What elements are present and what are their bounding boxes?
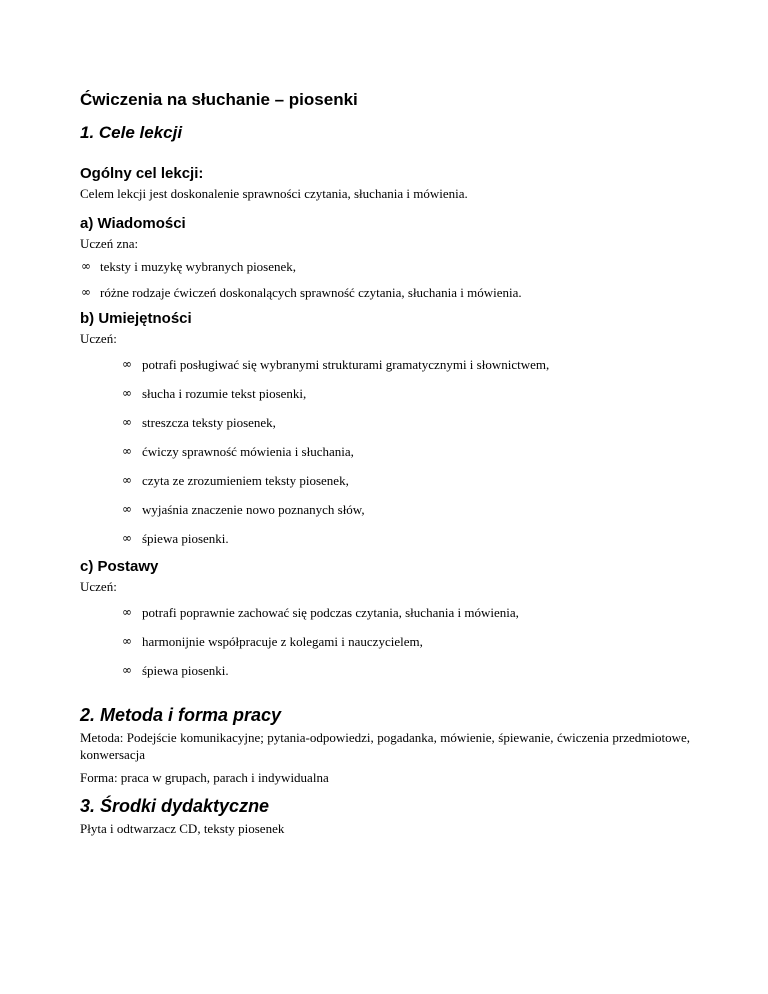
list-item-text: potrafi posługiwać się wybranymi strukturami gramatycznymi i słownictwem, (142, 357, 550, 372)
list-item (122, 472, 690, 489)
list-item-text: słucha i rozumie tekst piosenki, (142, 386, 307, 401)
infinity-bullet-icon: ∞ (122, 605, 132, 619)
document-title: Ćwiczenia na słuchanie – piosenki (80, 90, 358, 109)
skills-heading: b) Umiejętności (80, 310, 192, 327)
list-item-text: streszcza teksty piosenek, (142, 415, 276, 430)
list-item-text: czyta ze zrozumieniem teksty piosenek, (142, 473, 349, 488)
infinity-bullet-icon: ∞ (122, 386, 132, 400)
knowledge-list (80, 258, 690, 301)
list-item (122, 414, 690, 431)
document-page (80, 90, 690, 837)
skills-list (80, 356, 690, 547)
method-text: Metoda: Podejście komunikacyjne; pytania-odpowiedzi, pogadanka, mówienie, śpiewanie, ćwiczenia przedmiotowe, konwersacja (80, 730, 690, 762)
general-goal-heading: Ogólny cel lekcji: (80, 165, 204, 182)
list-item (122, 385, 690, 402)
general-goal-text: Celem lekcji jest doskonalenie sprawności czytania, słuchania i mówienia. (80, 186, 468, 201)
attitudes-list (80, 604, 690, 679)
list-item (122, 356, 690, 373)
list-item (122, 443, 690, 460)
list-item-text: śpiewa piosenki. (142, 663, 229, 678)
teaching-aids-text: Płyta i odtwarzacz CD, teksty piosenek (80, 821, 285, 836)
infinity-bullet-icon: ∞ (81, 259, 91, 273)
infinity-bullet-icon: ∞ (122, 634, 132, 648)
section2-heading: 2. Metoda i forma pracy (80, 705, 282, 725)
knowledge-intro: Uczeń zna: (80, 236, 139, 251)
list-item (122, 501, 690, 518)
attitudes-heading: c) Postawy (80, 558, 159, 575)
list-item (122, 530, 690, 547)
list-item-text: ćwiczy sprawność mówienia i słuchania, (142, 444, 354, 459)
infinity-bullet-icon: ∞ (122, 357, 132, 371)
infinity-bullet-icon: ∞ (122, 473, 132, 487)
list-item (122, 662, 690, 679)
list-item (122, 633, 690, 650)
list-item-text: śpiewa piosenki. (142, 531, 229, 546)
infinity-bullet-icon: ∞ (122, 502, 132, 516)
list-item (122, 604, 690, 621)
skills-intro: Uczeń: (80, 331, 117, 346)
list-item-text: harmonijnie współpracuje z kolegami i nauczycielem, (142, 634, 423, 649)
infinity-bullet-icon: ∞ (122, 663, 132, 677)
knowledge-heading: a) Wiadomości (80, 215, 186, 232)
list-item (81, 284, 690, 301)
section3-heading: 3. Środki dydaktyczne (80, 796, 270, 816)
infinity-bullet-icon: ∞ (122, 415, 132, 429)
section1-heading: 1. Cele lekcji (80, 123, 183, 142)
form-text: Forma: praca w grupach, parach i indywidualna (80, 770, 329, 785)
list-item-text: potrafi poprawnie zachować się podczas czytania, słuchania i mówienia, (142, 605, 519, 620)
list-item-text: różne rodzaje ćwiczeń doskonalących sprawność czytania, słuchania i mówienia. (100, 285, 522, 300)
infinity-bullet-icon: ∞ (81, 285, 91, 299)
attitudes-intro: Uczeń: (80, 579, 117, 594)
list-item-text: wyjaśnia znaczenie nowo poznanych słów, (142, 502, 365, 517)
list-item-text: teksty i muzykę wybranych piosenek, (100, 259, 297, 274)
list-item (81, 258, 690, 275)
infinity-bullet-icon: ∞ (122, 531, 132, 545)
infinity-bullet-icon: ∞ (122, 444, 132, 458)
